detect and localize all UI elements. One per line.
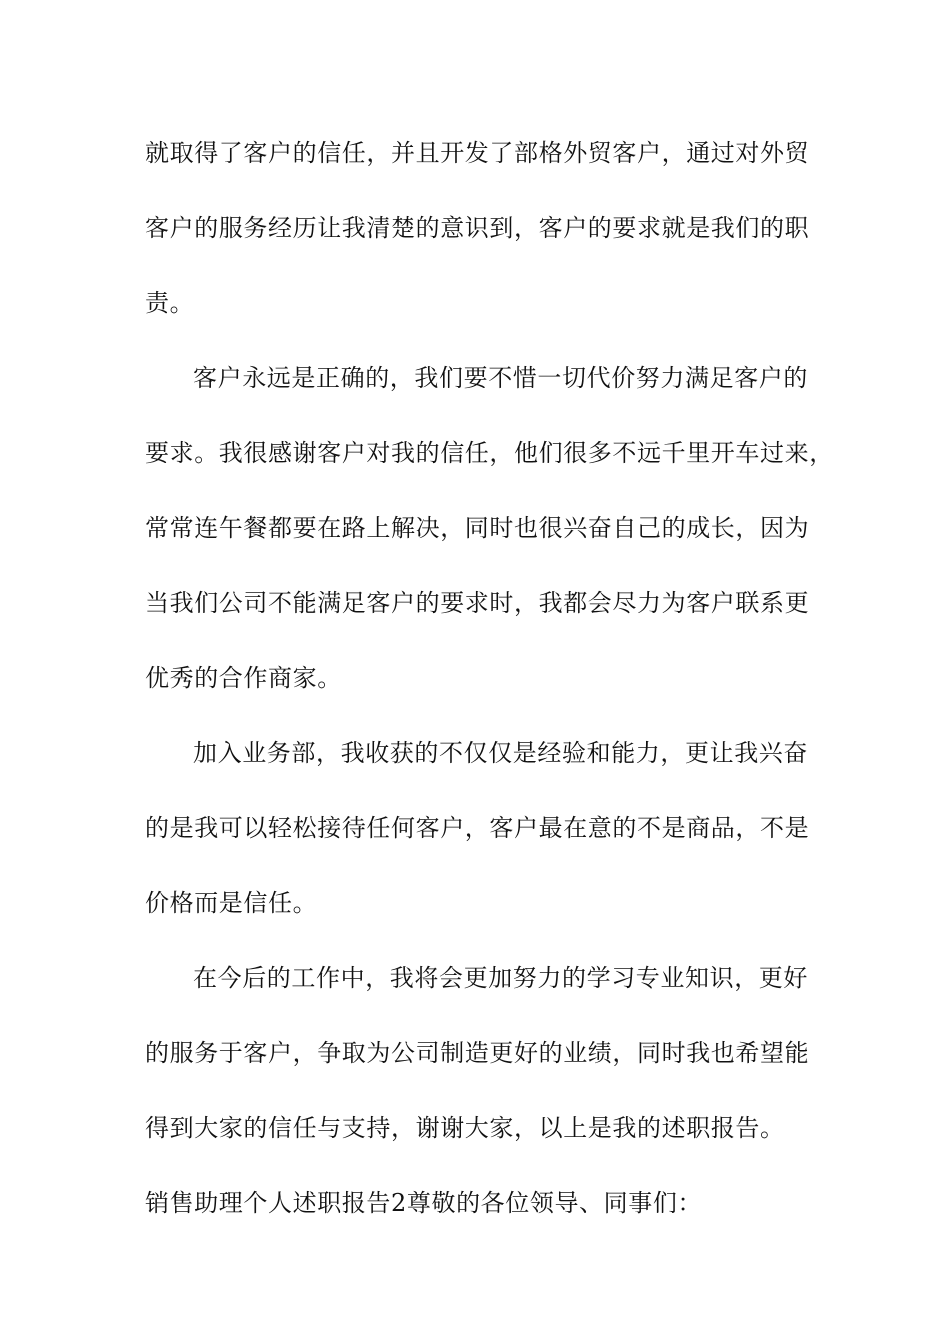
paragraph-line-3: 责。 xyxy=(145,289,195,317)
paragraph-line-9: 加入业务部，我收获的不仅仅是经验和能力，更让我兴奋 xyxy=(193,739,808,767)
paragraph-line-6: 常常连午餐都要在路上解决，同时也很兴奋自己的成长，因为 xyxy=(145,514,810,542)
paragraph-line-1: 就取得了客户的信任，并且开发了部格外贸客户，通过对外贸 xyxy=(145,139,810,167)
paragraph-line-8: 优秀的合作商家。 xyxy=(145,664,342,692)
paragraph-line-2: 客户的服务经历让我清楚的意识到，客户的要求就是我们的职 xyxy=(145,214,810,242)
paragraph-line-5: 要求。我很感谢客户对我的信任，他们很多不远千里开车过来， xyxy=(145,439,834,467)
paragraph-line-10: 的是我可以轻松接待任何客户，客户最在意的不是商品，不是 xyxy=(145,814,810,842)
paragraph-line-11: 价格而是信任。 xyxy=(145,889,318,917)
paragraph-line-4: 客户永远是正确的，我们要不惜一切代价努力满足客户的 xyxy=(193,364,808,392)
paragraph-line-14: 得到大家的信任与支持，谢谢大家，以上是我的述职报告。 xyxy=(145,1114,785,1142)
paragraph-line-13: 的服务于客户，争取为公司制造更好的业绩，同时我也希望能 xyxy=(145,1039,810,1067)
paragraph-line-12: 在今后的工作中，我将会更加努力的学习专业知识，更好 xyxy=(193,964,808,992)
report-heading-line: 销售助理个人述职报告2尊敬的各位领导、同事们： xyxy=(145,1189,703,1217)
paragraph-line-7: 当我们公司不能满足客户的要求时，我都会尽力为客户联系更 xyxy=(145,589,810,617)
